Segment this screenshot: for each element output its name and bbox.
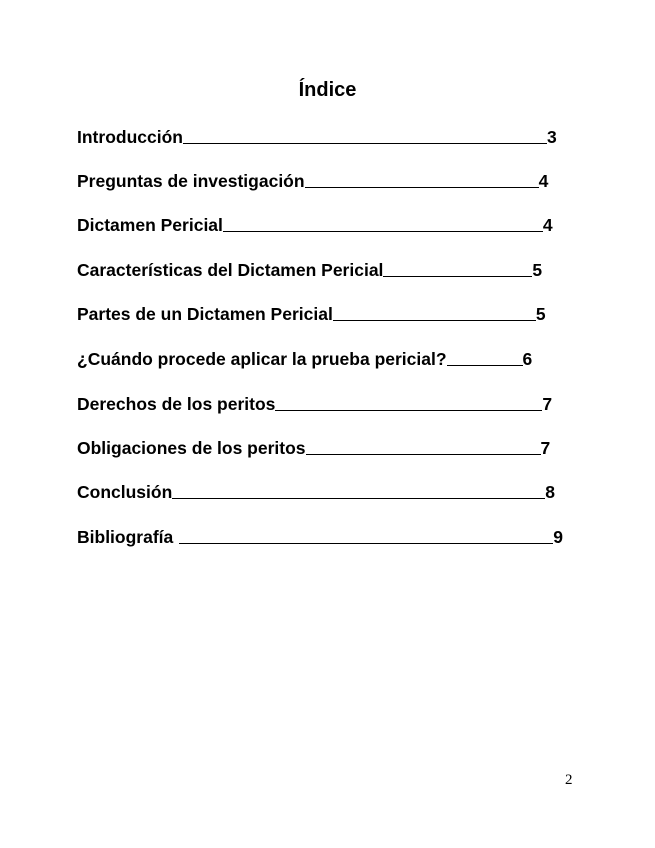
toc-entry-label: Dictamen Pericial	[77, 215, 223, 235]
toc-entry-label: Características del Dictamen Pericial	[77, 260, 384, 280]
toc-entry-label: Introducción	[77, 127, 183, 147]
toc-entry-page: 7	[542, 394, 553, 414]
toc-entry-label: Conclusión	[77, 482, 173, 502]
toc-entry-page: 5	[535, 304, 546, 324]
toc-entry	[77, 122, 569, 150]
toc-entry-page: 8	[545, 482, 556, 502]
toc-leader-line	[275, 410, 542, 411]
toc-entry	[77, 210, 553, 238]
toc-leader-line	[447, 365, 523, 366]
toc-entry	[77, 477, 555, 505]
toc-entry-label: Preguntas de investigación	[77, 171, 305, 191]
toc-entry-page: 4	[542, 215, 553, 235]
toc-entry	[77, 299, 546, 327]
toc-entry-page: 5	[532, 260, 543, 280]
toc-entry	[77, 433, 550, 461]
toc-leader-line	[383, 276, 532, 277]
toc-leader-line	[179, 543, 553, 544]
toc-leader-line	[183, 143, 547, 144]
toc-entry	[77, 522, 563, 550]
toc-entry	[77, 389, 552, 417]
toc-title: Índice	[298, 79, 357, 101]
toc-entry-label: ¿Cuándo procede aplicar la prueba pericial?	[77, 349, 447, 369]
page-number: 2	[565, 772, 573, 788]
toc-entry-label: Derechos de los peritos	[77, 394, 276, 414]
toc-entry-label: Partes de un Dictamen Pericial	[77, 304, 333, 324]
toc-entry-page: 4	[538, 171, 549, 191]
toc-leader-line	[223, 231, 543, 232]
toc-entry-label: Obligaciones de los peritos	[77, 438, 306, 458]
toc-entry-page: 6	[522, 349, 533, 369]
toc-entry-label: Bibliografía	[77, 527, 174, 547]
toc-entry	[77, 255, 542, 283]
toc-leader-line	[172, 498, 545, 499]
toc-entry-page: 3	[546, 127, 557, 147]
toc-leader-line	[305, 187, 539, 188]
toc-entry	[77, 166, 548, 194]
toc-entry-page: 9	[553, 527, 563, 547]
toc-leader-line	[333, 320, 536, 321]
toc-entry-page: 7	[540, 438, 551, 458]
toc-leader-line	[306, 454, 541, 455]
toc-entry	[77, 344, 532, 372]
